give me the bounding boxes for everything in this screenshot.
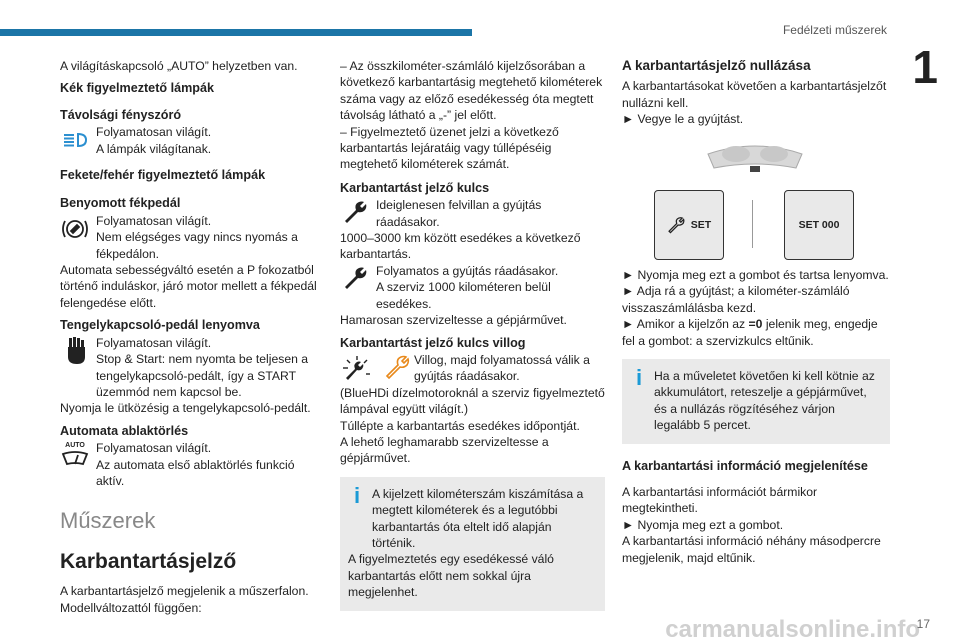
clutch-text-1: Folyamatosan világít. (96, 335, 212, 350)
step-text-1: ► Nyomja meg ezt a gombot és tartsa lenyomva. (622, 268, 889, 282)
high-beam-indicator (60, 124, 320, 157)
high-beam-text-1: Folyamatosan világít. (96, 125, 212, 140)
wrench-icon (342, 266, 368, 290)
service-key-flashing-indicator (340, 352, 605, 467)
set-000-button[interactable] (784, 190, 854, 260)
wiper-indicator (60, 440, 320, 489)
wrench-icon (667, 216, 685, 234)
brake-text-2: Nem elégséges vagy nincs nyomás a fékpedálon. (96, 230, 298, 261)
section-title-maintenance: Karbantartásjelző (60, 550, 237, 574)
column-3-lower (622, 267, 890, 566)
set-000-button-label: SET 000 (798, 218, 840, 231)
flashing-text-4: A lehető leghamarabb szervizeltesse a gépjárművet. (340, 434, 549, 466)
service-key-indicator (340, 197, 605, 263)
orange-wrench-icon (384, 355, 410, 379)
column-1 (60, 58, 320, 616)
column-3 (622, 58, 890, 128)
odometer-text: – Az összkilométer-számláló kijelzősorában a következő karbantartásig megtehető kilométerek száma vagy az előző esedékesség óta megtett távolság látható a „-” jel előtt. (340, 59, 603, 123)
divider-line (752, 200, 753, 248)
instrument-panel-illustration (700, 140, 810, 180)
info-text-3: A karbantartási információ néhány másodpercre megjelenik, majd eltűnik. (622, 534, 881, 565)
page-number: 17 (916, 616, 930, 631)
auto-wiper-icon (60, 442, 90, 470)
service-key-text-1: Ideiglenesen felvillan a gyújtás ráadásakor. (376, 198, 542, 229)
watermark: carmanualsonline.info (665, 615, 920, 643)
step-text-3b: =0 (748, 317, 763, 332)
service-key-text-4: A szerviz 1000 kilométeren belül esedékes. (376, 280, 551, 311)
heading-clutch-pedal: Tengelykapcsoló-pedál lenyomva (60, 318, 260, 333)
brake-indicator (60, 213, 320, 311)
heading-brake-pedal: Benyomott fékpedál (60, 196, 181, 211)
chapter-number: 1 (912, 41, 938, 93)
maintenance-intro: A karbantartásjelző megjelenik a műszerfalon. Modellváltozattól függően: (60, 584, 309, 615)
service-key-text-2: 1000–3000 km között esedékes a következő karbantartás. (340, 231, 581, 262)
clutch-indicator (60, 335, 320, 417)
info-text-2: ► Nyomja meg ezt a gombot. (622, 517, 784, 532)
step-text-2: ► Adja rá a gyújtást; a kilométer-számláló visszaszámlálásba kezd. (622, 284, 850, 315)
warning-message-text: – Figyelmeztető üzenet jelzi a következő karbantartás lejáratáig vagy túllépéséig megtehető kilométerek számát. (340, 124, 559, 172)
service-key-text-5: Hamarosan szervizeltesse a gépjárművet. (340, 313, 567, 328)
note-text-2: A figyelmeztetés egy esedékessé váló karbantartás előtt nem sokkal újra megjelenhet. (348, 552, 554, 600)
step-text-3c: jelenik meg, engedje fel a gombot: a szervizkulcs eltűnik. (622, 317, 878, 348)
flashing-wrench-icon (340, 354, 376, 382)
wrench-icon (342, 200, 368, 224)
service-key-steady-indicator (340, 263, 605, 329)
flashing-text-3: Túllépte a karbantartás esedékes időpontját. (340, 418, 580, 433)
note-text-1: A kijelzett kilométerszám kiszámítása a megtett kilométerek és a legutóbbi karbantartás óta eltelt idő alapján történik. (372, 486, 584, 550)
column-2 (340, 58, 605, 611)
heading-service-key: Karbantartást jelző kulcs (340, 180, 490, 195)
header-title: Fedélzeti műszerek (782, 23, 887, 37)
clutch-text-2: Stop & Start: nem nyomta be teljesen a tengelykapcsoló-pedált, így a START üzemmód nem kapcsol be. (96, 352, 309, 399)
heading-bw-lamps: Fekete/fehér figyelmeztető lámpák (60, 168, 266, 183)
info-note-mileage (340, 477, 605, 611)
flashing-text-1: Villog, majd folyamatossá válik a gyújtás ráadásakor. (414, 352, 590, 384)
info-icon: i (636, 365, 643, 391)
info-text-1: A karbantartási információt bármikor megtekintheti. (622, 485, 818, 516)
step-text-3 (622, 316, 890, 349)
clutch-text-3: Nyomja le ütközésig a tengelykapcsoló-pedált. (60, 401, 311, 416)
high-beam-icon (60, 126, 90, 154)
section-title-instruments: Műszerek (60, 508, 156, 534)
set-button-label: SET (690, 218, 712, 231)
header-accent-bar (0, 29, 472, 36)
reset-text-1: A karbantartásokat követően a karbantartásjelzőt nullázni kell. (622, 79, 887, 110)
heading-maintenance-info: A karbantartási információ megjelenítése (622, 458, 868, 473)
set-button[interactable] (654, 190, 724, 260)
battery-note-text: Ha a műveletet követően ki kell kötnie az akkumulátort, reteszelje a gépjárművet, és a nullázás rögzítéséhez várjon legalább 5 percet. (654, 369, 875, 433)
intro-text: A világításkapcsoló „AUTO” helyzetben van. (60, 59, 298, 73)
heading-high-beam: Távolsági fényszóró (60, 107, 182, 122)
clutch-foot-icon (60, 337, 90, 365)
reset-text-2: ► Vegye le a gyújtást. (622, 112, 744, 127)
brake-pedal-icon (60, 215, 90, 243)
heading-service-key-flashing: Karbantartást jelző kulcs villog (340, 335, 526, 350)
info-note-battery (622, 359, 890, 444)
wiper-text-1: Folyamatosan világít. (96, 441, 212, 456)
heading-auto-wiper: Automata ablaktörlés (60, 423, 189, 438)
brake-text-1: Folyamatosan világít. (96, 213, 212, 228)
step-text-3a: ► Amikor a kijelzőn az (622, 317, 749, 332)
info-icon: i (354, 482, 361, 508)
brake-text-3: Automata sebességváltó esetén a P fokozatból történő induláskor, járó motor mellett a fékpedál felengedése előtt. (60, 263, 317, 310)
service-key-text-3: Folyamatos a gyújtás ráadásakor. (376, 263, 559, 278)
heading-blue-lamps: Kék figyelmeztető lámpák (60, 81, 214, 96)
flashing-text-2: (BlueHDi dízelmotoroknál a szerviz figyelmeztető lámpával együtt világít.) (340, 385, 605, 417)
high-beam-text-2: A lámpák világítanak. (96, 141, 212, 156)
heading-reset: A karbantartásjelző nullázása (622, 58, 811, 73)
wiper-text-2: Az automata első ablaktörlés funkció aktív. (96, 457, 295, 488)
auto-wiper-label: AUTO (65, 442, 85, 450)
